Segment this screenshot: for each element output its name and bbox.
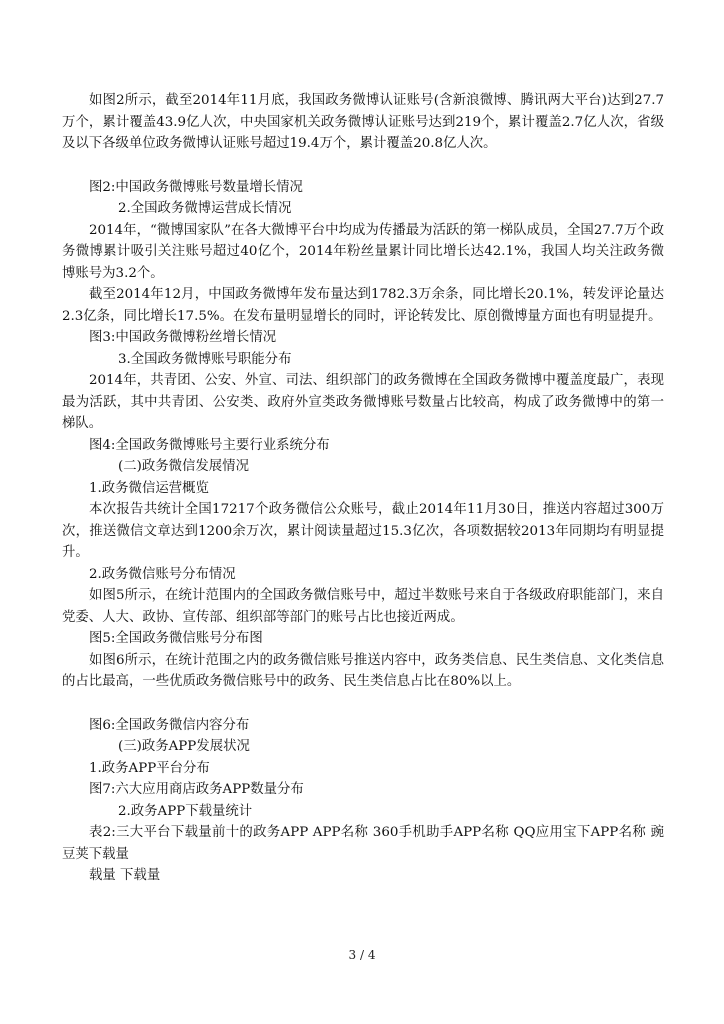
paragraph: 1.政务APP平台分布 bbox=[89, 760, 210, 776]
figure-caption: 图2:中国政务微博账号数量增长情况 bbox=[89, 179, 303, 195]
figure-caption: 图7:六大应用商店政务APP数量分布 bbox=[89, 782, 304, 797]
paragraph: 载量 下载量 bbox=[89, 868, 161, 883]
figure-caption: 图5:全国政务微信账号分布图 bbox=[89, 631, 263, 646]
paragraph: 2.政务微信账号分布情况 bbox=[89, 566, 236, 582]
paragraph-spacer bbox=[62, 693, 664, 715]
paragraph: 2.全国政务微博运营成长情况 bbox=[118, 201, 292, 216]
paragraph: 3.全国政务微博账号职能分布 bbox=[118, 351, 292, 367]
paragraph: 如图2所示，截至2014年11月底，我国政务微博认证账号(含新浪微博、腾讯两大平台)达到27.7万个，累计覆盖43.9亿人次，中央国家机关政务微博认证账号达到219个，累计覆盖2.7亿人次，省级及以下各级单位政务微博认证账号超过19.4万个，累计覆盖20.8亿人次。 bbox=[62, 93, 664, 151]
figure-caption: 图3:中国政务微博粉丝增长情况 bbox=[89, 330, 277, 345]
paragraph: (二)政务微信发展情况 bbox=[118, 459, 249, 474]
paragraph-spacer bbox=[62, 155, 664, 177]
figure-caption: 表2:三大平台下载量前十的政务APP APP名称 360手机助手APP名称 QQ应用宝下APP名称 豌豆荚下载量 bbox=[62, 825, 664, 862]
figure-caption: 图6:全国政务微信内容分布 bbox=[89, 717, 250, 733]
paragraph: 2.政务APP下载量统计 bbox=[118, 803, 253, 819]
paragraph: 如图5所示，在统计范围内的全国政务微信账号中，超过半数账号来自于各级政府职能部门，来自党委、人大、政协、宣传部、组织部等部门的账号占比也接近两成。 bbox=[62, 588, 664, 625]
paragraph: 2014年，“微博国家队”在各大微博平台中均成为传播最为活跃的第一梯队成员，全国27.7万个政务微博累计吸引关注账号超过40亿个，2014年粉丝量累计同比增长达42.1%，我国人均关注政务微博账号为3.2个。 bbox=[62, 222, 664, 281]
figure-caption: 图4:全国政务微博账号主要行业系统分布 bbox=[89, 437, 330, 453]
paragraph: (三)政务APP发展状况 bbox=[118, 739, 250, 754]
paragraph: 如图6所示，在统计范围之内的政务微信账号推送内容中，政务类信息、民生类信息、文化类信息的占比最高，一些优质政务微信账号中的政务、民生类信息占比在80%以上。 bbox=[62, 652, 664, 689]
paragraph: 2014年，共青团、公安、外宣、司法、组织部门的政务微博在全国政务微博中覆盖度最广，表现最为活跃，其中共青团、公安类、政府外宣类政务微博账号数量占比较高，构成了政务微博中的第一梯队。 bbox=[62, 373, 664, 431]
paragraph: 本次报告共统计全国17217个政务微信公众账号，截止2014年11月30日，推送内容超过300万次，推送微信文章达到1200余万次，累计阅读量超过15.3亿次，各项数据较2013年同期均有明显提升。 bbox=[62, 502, 664, 560]
paragraph: 截至2014年12月，中国政务微博年发布量达到1782.3万余条，同比增长20.1%，转发评论量达2.3亿条，同比增长17.5%。在发布量明显增长的同时，评论转发比、原创微博量方面也有明显提升。 bbox=[62, 287, 664, 324]
paragraph: 1.政务微信运营概览 bbox=[89, 480, 209, 496]
page-number: 3 / 4 bbox=[348, 948, 376, 962]
document-body bbox=[62, 90, 664, 887]
